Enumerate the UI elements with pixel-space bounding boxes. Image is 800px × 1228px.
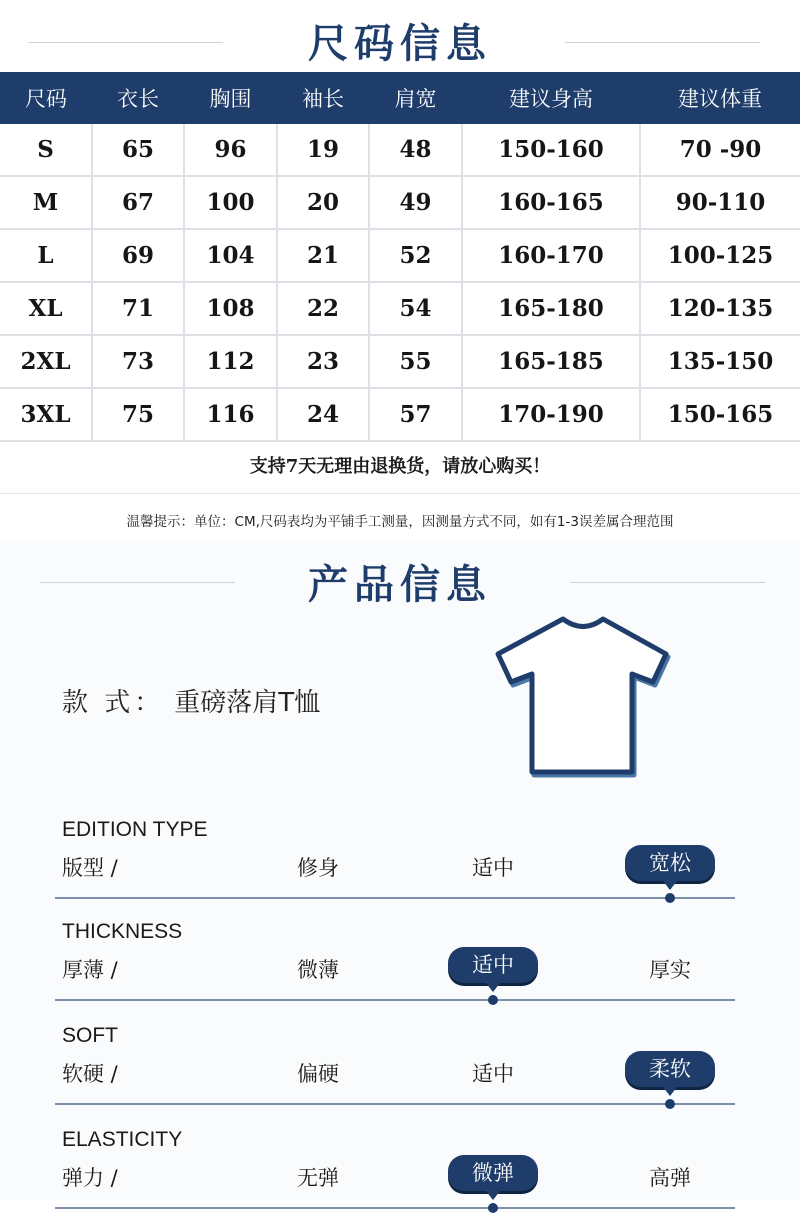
- header-size: 尺码: [0, 72, 92, 124]
- attribute-scale-line: [55, 999, 735, 1001]
- cell-height: 165-180: [462, 282, 640, 335]
- cell-shoulder: 55: [369, 335, 462, 388]
- attribute-option: 适中: [472, 856, 514, 880]
- cell-size: L: [0, 229, 92, 282]
- attribute-row: [0, 818, 800, 918]
- attribute-chinese-label: 弹力 /: [62, 1166, 118, 1190]
- attribute-english-label: THICKNESS: [62, 920, 183, 943]
- cell-length: 69: [92, 229, 184, 282]
- cell-size: 3XL: [0, 388, 92, 441]
- attribute-option: 高弹: [649, 1166, 691, 1190]
- table-row: [0, 176, 800, 229]
- cell-weight: 120-135: [640, 282, 800, 335]
- attribute-row: [0, 1024, 800, 1124]
- table-row: [0, 335, 800, 388]
- cell-length: 67: [92, 176, 184, 229]
- cell-chest: 116: [184, 388, 277, 441]
- table-row: [0, 124, 800, 176]
- attribute-english-label: ELASTICITY: [62, 1128, 183, 1151]
- cell-sleeve: 22: [277, 282, 369, 335]
- header-shoulder: 肩宽: [369, 72, 462, 124]
- cell-shoulder: 48: [369, 124, 462, 176]
- cell-weight: 90-110: [640, 176, 800, 229]
- cell-chest: 104: [184, 229, 277, 282]
- size-section-title: 尺码信息: [308, 20, 492, 67]
- cell-height: 165-185: [462, 335, 640, 388]
- cell-chest: 96: [184, 124, 277, 176]
- cell-chest: 112: [184, 335, 277, 388]
- cell-shoulder: 57: [369, 388, 462, 441]
- style-label: 款 式：: [62, 688, 165, 718]
- cell-height: 150-160: [462, 124, 640, 176]
- cell-size: S: [0, 124, 92, 176]
- cell-height: 170-190: [462, 388, 640, 441]
- attribute-english-label: SOFT: [62, 1024, 118, 1047]
- cell-height: 160-170: [462, 229, 640, 282]
- style-value: 重磅落肩T恤: [174, 688, 321, 718]
- cell-length: 71: [92, 282, 184, 335]
- size-table-header: [0, 72, 800, 124]
- attribute-option-selected: 柔软: [625, 1051, 715, 1087]
- attribute-scale-line: [55, 1207, 735, 1209]
- cell-height: 160-165: [462, 176, 640, 229]
- cell-weight: 150-165: [640, 388, 800, 441]
- attribute-chinese-label: 厚薄 /: [62, 958, 118, 982]
- attribute-option: 微薄: [297, 958, 339, 982]
- attribute-option-selected: 宽松: [625, 845, 715, 881]
- attribute-option: 无弹: [297, 1166, 339, 1190]
- attribute-option: 厚实: [649, 958, 691, 982]
- attribute-scale-line: [55, 1103, 735, 1105]
- cell-sleeve: 23: [277, 335, 369, 388]
- attribute-chinese-label: 版型 /: [62, 856, 118, 880]
- header-weight: 建议体重: [640, 72, 800, 124]
- table-row: [0, 388, 800, 441]
- attribute-scale-line: [55, 897, 735, 899]
- attribute-row: [0, 1128, 800, 1228]
- cell-chest: 100: [184, 176, 277, 229]
- cell-sleeve: 20: [277, 176, 369, 229]
- cell-size: 2XL: [0, 335, 92, 388]
- cell-sleeve: 19: [277, 124, 369, 176]
- attribute-scale-marker: [488, 995, 498, 1005]
- cell-weight: 100-125: [640, 229, 800, 282]
- attribute-scale-marker: [665, 1099, 675, 1109]
- cell-sleeve: 24: [277, 388, 369, 441]
- attribute-chinese-label: 软硬 /: [62, 1062, 118, 1086]
- measurement-tip: 温馨提示：单位：CM,尺码表均为平铺手工测量，因测量方式不同，如有1-3误差属合理范围: [126, 514, 674, 530]
- product-section-title: 产品信息: [308, 561, 492, 608]
- cell-shoulder: 52: [369, 229, 462, 282]
- return-policy-notice: 支持7天无理由退换货，请放心购买！: [249, 456, 551, 477]
- cell-shoulder: 54: [369, 282, 462, 335]
- style-line: [62, 682, 320, 719]
- attribute-option-selected: 适中: [448, 947, 538, 983]
- cell-length: 73: [92, 335, 184, 388]
- t-shirt-outline-icon: [490, 612, 676, 784]
- cell-chest: 108: [184, 282, 277, 335]
- notice-divider: [0, 493, 800, 494]
- attribute-option: 修身: [297, 856, 339, 880]
- attribute-option-selected: 微弹: [448, 1155, 538, 1191]
- header-height: 建议身高: [462, 72, 640, 124]
- attribute-option: 偏硬: [297, 1062, 339, 1086]
- cell-weight: 135-150: [640, 335, 800, 388]
- attribute-scale-marker: [665, 893, 675, 903]
- header-chest: 胸围: [184, 72, 277, 124]
- cell-length: 75: [92, 388, 184, 441]
- table-row: [0, 229, 800, 282]
- header-sleeve: 袖长: [277, 72, 369, 124]
- attribute-english-label: EDITION TYPE: [62, 818, 208, 841]
- cell-size: M: [0, 176, 92, 229]
- attribute-option: 适中: [472, 1062, 514, 1086]
- cell-size: XL: [0, 282, 92, 335]
- header-length: 衣长: [92, 72, 184, 124]
- table-row: [0, 282, 800, 335]
- size-table: [0, 72, 800, 442]
- cell-weight: 70 -90: [640, 124, 800, 176]
- cell-length: 65: [92, 124, 184, 176]
- attribute-row: [0, 920, 800, 1020]
- cell-shoulder: 49: [369, 176, 462, 229]
- cell-sleeve: 21: [277, 229, 369, 282]
- attribute-scale-marker: [488, 1203, 498, 1213]
